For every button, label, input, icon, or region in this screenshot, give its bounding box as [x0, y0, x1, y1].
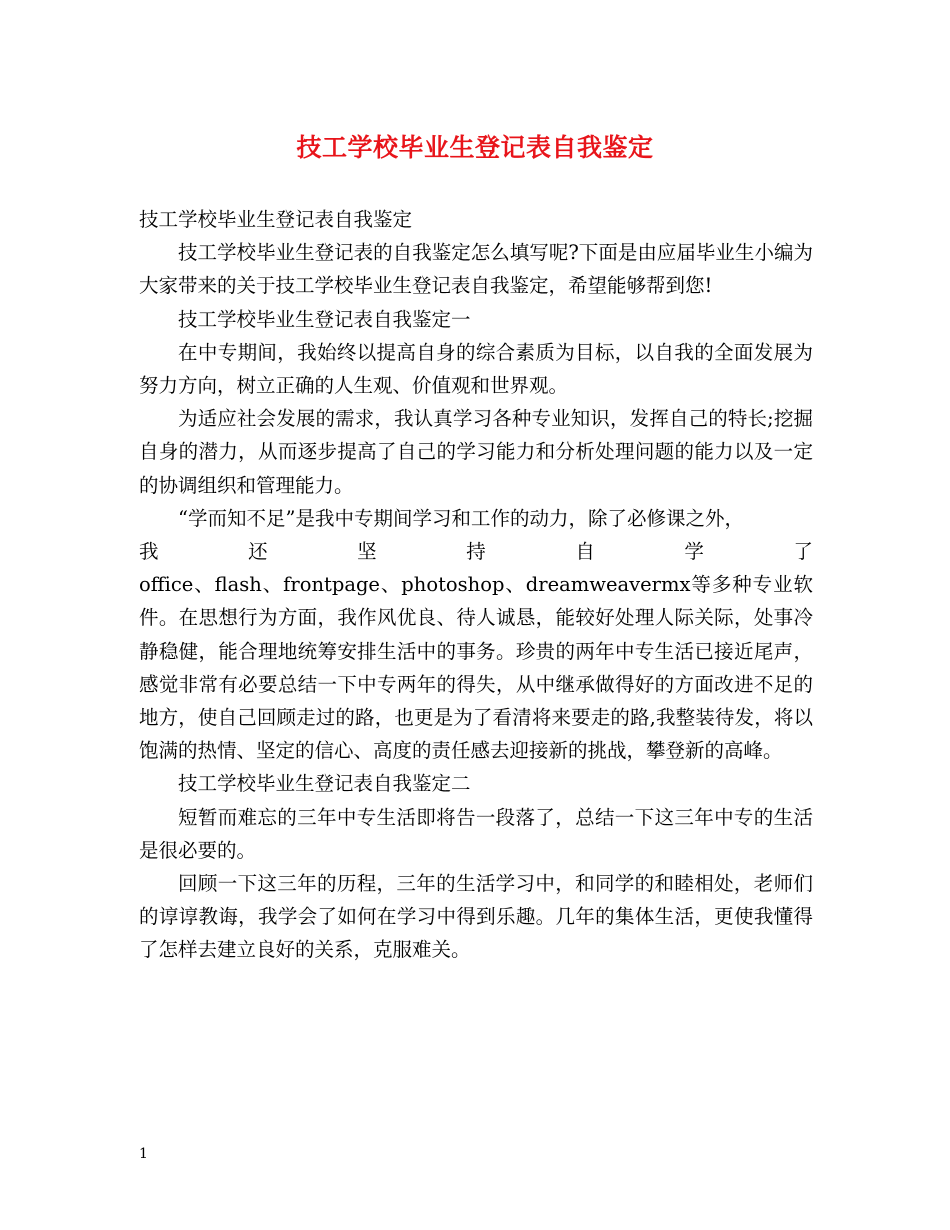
paragraph-intro: 技工学校毕业生登记表的自我鉴定怎么填写呢?下面是由应届毕业生小编为大家带来的关于技工学校毕业生登记表自我鉴定，希望能够帮到您! [139, 241, 813, 298]
paragraph-heading: 技工学校毕业生登记表自我鉴定 [139, 208, 413, 231]
section-heading-one: 技工学校毕业生登记表自我鉴定一 [178, 307, 471, 331]
document-body [139, 203, 813, 967]
paragraph: 在中专期间，我始终以提高自身的综合素质为目标，以自我的全面发展为努力方向，树立正确的人生观、价值观和世界观。 [139, 340, 813, 398]
paragraph: 为适应社会发展的需求，我认真学习各种专业知识，发挥自己的特长;挖掘自身的潜力，从而逐步提高了自己的学习能力和分析处理问题的能力以及一定的协调组织和管理能力。 [139, 407, 813, 497]
paragraph-line: “学而知不足”是我中专期间学习和工作的动力，除了必修课之外， [178, 506, 744, 530]
document-title: 技工学校毕业生登记表自我鉴定 [296, 133, 654, 162]
page-number: 1 [139, 1146, 148, 1162]
section-heading-two: 技工学校毕业生登记表自我鉴定二 [178, 772, 471, 796]
paragraph: 短暂而难忘的三年中专生活即将告一段落了，总结一下这三年中专的生活是很必要的。 [139, 805, 813, 862]
paragraph: office、flash、frontpage、photoshop、dreamweavermx等多种专业软件。在思想行为方面，我作风优良、待人诚恳，能较好处理人际关际，处事冷静稳健，能合理地统筹安排生活中的事务。珍贵的两年中专生活已接近尾声，感觉非常有必要总结一下中专两年的得失，从中继承做得好的方面改进不足的地方，使自己回顾走过的路，也更是为了看清将来要走的路,我整装待发，将以饱满的热情、坚定的信心、高度的责任感去迎接新的挑战，攀登新的高峰。 [139, 573, 813, 763]
paragraph: 回顾一下这三年的历程，三年的生活学习中，和同学的和睦相处，老师们的谆谆教诲，我学会了如何在学习中得到乐趣。几年的集体生活，更使我懂得了怎样去建立良好的关系，克服难关。 [139, 872, 813, 962]
paragraph-spread-line: 我还坚持自学了 [139, 540, 813, 564]
